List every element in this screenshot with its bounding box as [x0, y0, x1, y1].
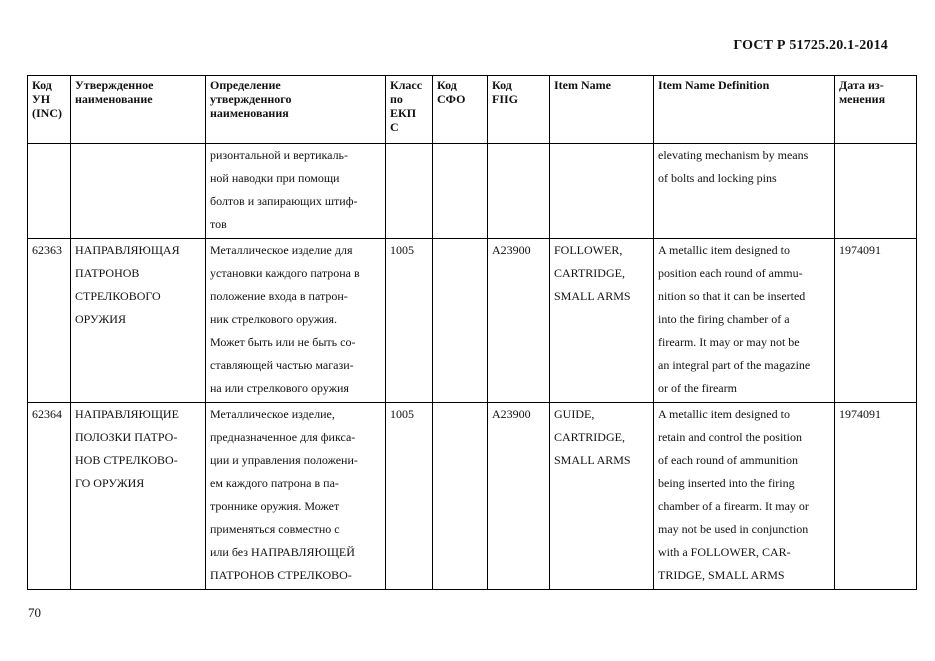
cell-item-name	[550, 144, 654, 239]
cell-line: FOLLOWER,	[554, 243, 623, 257]
cell-fiig	[488, 144, 550, 239]
cell-change-date	[835, 144, 917, 239]
cell-sfo	[433, 403, 488, 590]
cell-line: GUIDE,	[554, 407, 595, 421]
cell-line: ник стрелкового оружия.	[210, 312, 338, 326]
cell-value: A23900	[492, 243, 531, 257]
cell-line: being inserted into the firing	[658, 476, 795, 490]
table-row	[28, 144, 917, 239]
col-header-item-name: Item Name	[550, 76, 654, 144]
cell-change-date	[835, 239, 917, 403]
page-number: 70	[28, 605, 41, 620]
cell-line: НАПРАВЛЯЮЩИЕ	[75, 407, 179, 421]
cell-sfo	[433, 144, 488, 239]
cell-item-definition	[654, 144, 835, 239]
cell-line: ной наводки при помощи	[210, 171, 340, 185]
cell-line: НОВ СТРЕЛКОВО-	[75, 453, 178, 467]
cell-inc	[28, 239, 71, 403]
cell-line: положение входа в патрон-	[210, 289, 348, 303]
cell-line: или без НАПРАВЛЯЮЩЕЙ	[210, 545, 355, 559]
cell-line: SMALL ARMS	[554, 289, 631, 303]
cell-definition	[206, 144, 386, 239]
col-header-class: Класс по ЕКП С	[386, 76, 433, 144]
cell-value: 62364	[32, 407, 62, 421]
cell-approved-name	[71, 239, 206, 403]
cell-approved-name	[71, 144, 206, 239]
cell-line: chamber of a firearm. It may or	[658, 499, 809, 513]
cell-item-name	[550, 239, 654, 403]
cell-line: of each round of ammunition	[658, 453, 798, 467]
cell-line: ОРУЖИЯ	[75, 312, 126, 326]
cell-value: A23900	[492, 407, 531, 421]
cell-line: position each round of ammu-	[658, 266, 803, 280]
cell-line: nition so that it can be inserted	[658, 289, 806, 303]
cell-line: A metallic item designed to	[658, 243, 790, 257]
cell-line: ризонтальной и вертикаль-	[210, 148, 349, 162]
cell-line: ГО ОРУЖИЯ	[75, 476, 145, 490]
cell-line: ем каждого патрона в па-	[210, 476, 339, 490]
col-header-approved-name: Утвержденное наименование	[71, 76, 206, 144]
cell-line: into the firing chamber of a	[658, 312, 790, 326]
cell-line: Может быть или не быть со-	[210, 335, 356, 349]
cell-line: ставляющей частью магази-	[210, 358, 354, 372]
cell-line: применяться совместно с	[210, 522, 340, 536]
catalog-table	[27, 75, 917, 590]
cell-line: of bolts and locking pins	[658, 171, 777, 185]
cell-definition	[206, 403, 386, 590]
cell-change-date	[835, 403, 917, 590]
cell-item-name	[550, 403, 654, 590]
cell-fiig	[488, 239, 550, 403]
cell-line: SMALL ARMS	[554, 453, 631, 467]
cell-class	[386, 239, 433, 403]
col-header-inc: Код УН (INC)	[28, 76, 71, 144]
cell-line: may not be used in conjunction	[658, 522, 809, 536]
cell-line: предназначенное для фикса-	[210, 430, 356, 444]
cell-value: 1005	[390, 243, 414, 257]
cell-line: TRIDGE, SMALL ARMS	[658, 568, 785, 582]
col-header-fiig: Код FIIG	[488, 76, 550, 144]
table-header-row	[28, 76, 917, 144]
cell-value: 62363	[32, 243, 62, 257]
cell-value: 1974091	[839, 243, 881, 257]
col-header-definition: Определение утвержденного наименования	[206, 76, 386, 144]
cell-class	[386, 144, 433, 239]
cell-line: an integral part of the magazine	[658, 358, 811, 372]
cell-sfo	[433, 239, 488, 403]
cell-inc	[28, 403, 71, 590]
cell-line: ПАТРОНОВ	[75, 266, 140, 280]
col-header-change-date: Дата из- менения	[835, 76, 917, 144]
cell-line: CARTRIDGE,	[554, 430, 625, 444]
cell-line: or of the firearm	[658, 381, 737, 395]
cell-line: СТРЕЛКОВОГО	[75, 289, 161, 303]
cell-line: retain and control the position	[658, 430, 802, 444]
cell-item-definition	[654, 239, 835, 403]
document-standard-header: ГОСТ Р 51725.20.1-2014	[733, 38, 888, 53]
col-header-item-definition: Item Name Definition	[654, 76, 835, 144]
cell-fiig	[488, 403, 550, 590]
cell-line: elevating mechanism by means	[658, 148, 809, 162]
cell-line: болтов и запирающих штиф-	[210, 194, 358, 208]
cell-line: на или стрелкового оружия	[210, 381, 349, 395]
cell-line: троннике оружия. Может	[210, 499, 340, 513]
cell-value: 1005	[390, 407, 414, 421]
table-row	[28, 239, 917, 403]
cell-definition	[206, 239, 386, 403]
col-header-sfo: Код СФО	[433, 76, 488, 144]
cell-line: firearm. It may or may not be	[658, 335, 800, 349]
cell-line: установки каждого патрона в	[210, 266, 360, 280]
cell-class	[386, 403, 433, 590]
cell-line: CARTRIDGE,	[554, 266, 625, 280]
table-row	[28, 403, 917, 590]
cell-line: Металлическое изделие для	[210, 243, 353, 257]
cell-approved-name	[71, 403, 206, 590]
cell-inc	[28, 144, 71, 239]
cell-line: тов	[210, 217, 227, 231]
cell-item-definition	[654, 403, 835, 590]
cell-line: НАПРАВЛЯЮЩАЯ	[75, 243, 180, 257]
cell-value: 1974091	[839, 407, 881, 421]
cell-line: A metallic item designed to	[658, 407, 790, 421]
cell-line: ции и управления положени-	[210, 453, 358, 467]
cell-line: ПАТРОНОВ СТРЕЛКОВО-	[210, 568, 352, 582]
cell-line: ПОЛОЗКИ ПАТРО-	[75, 430, 178, 444]
cell-line: Металлическое изделие,	[210, 407, 335, 421]
cell-line: with a FOLLOWER, CAR-	[658, 545, 791, 559]
